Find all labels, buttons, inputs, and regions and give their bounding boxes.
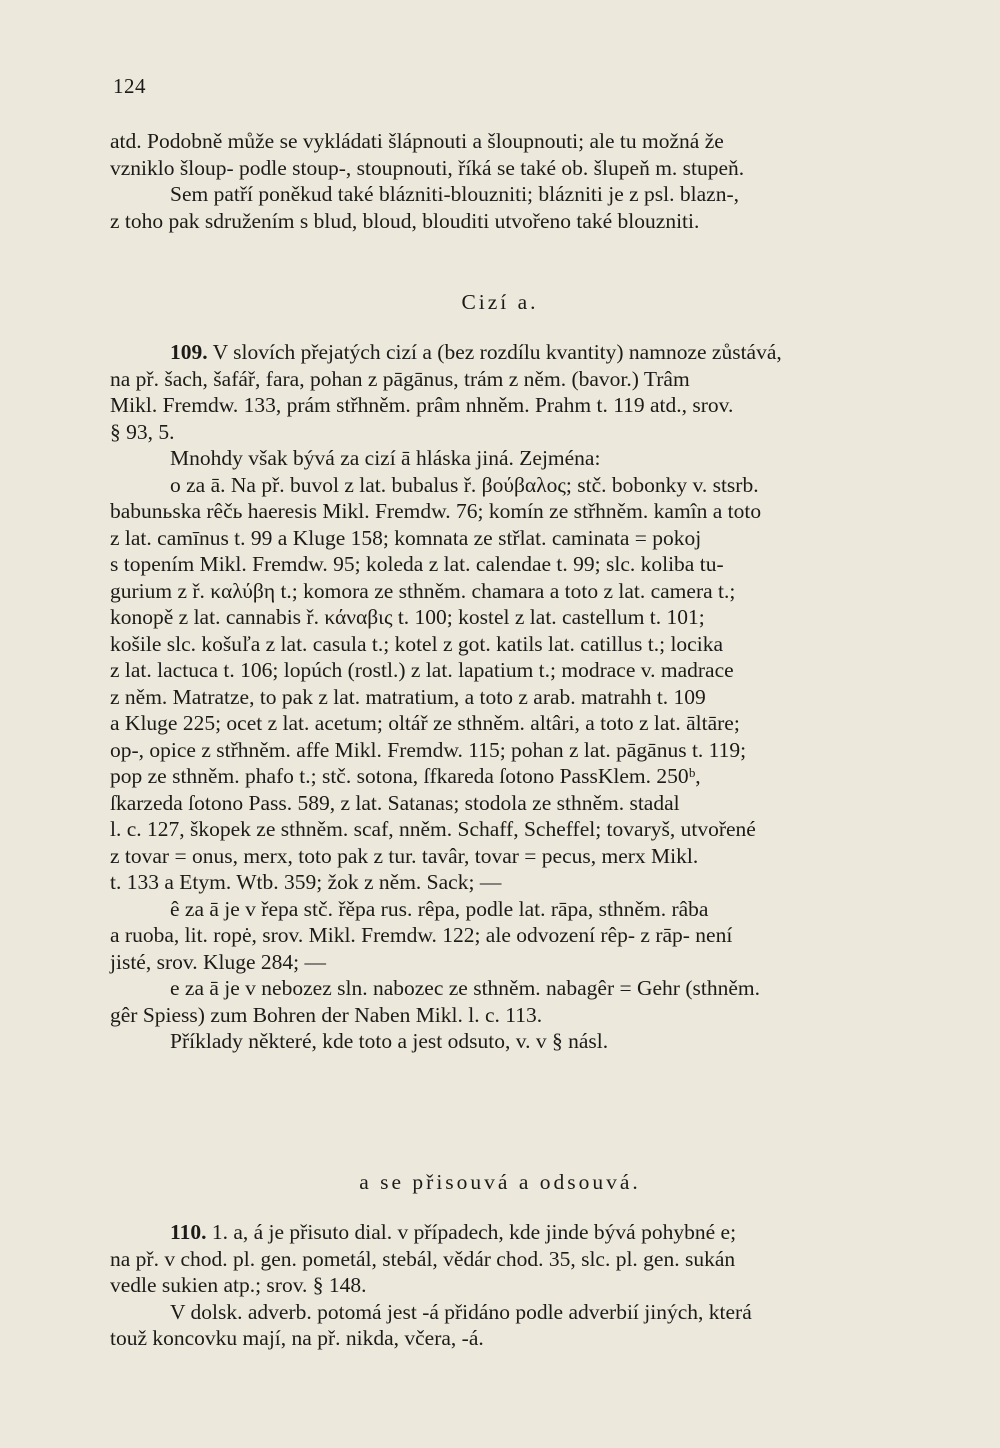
section-110 — [110, 1219, 910, 1352]
text-line: s topením Mikl. Fremdw. 95; koleda z lat. calendae t. 99; slc. koliba tu- — [110, 552, 724, 576]
text-line: Mikl. Fremdw. 133, prám střhněm. prâm nhněm. Prahm t. 119 atd., srov. — [110, 393, 734, 417]
text-line: l. c. 127, škopek ze sthněm. scaf, nněm. Schaff, Scheffel; tovaryš, utvořené — [110, 817, 756, 841]
text-line: op-, opice z střhněm. affe Mikl. Fremdw. 115; pohan z lat. pāgānus t. 119; — [110, 737, 747, 762]
text-line: na př. šach, šafář, fara, pohan z pāgānus, trám z něm. (bavor.) Trâm — [110, 366, 690, 391]
text-line: t. 133 a Etym. Wtb. 359; žok z něm. Sack; — — [110, 870, 502, 894]
text-line: gurium z ř. καλύβη t.; komora ze sthněm. chamara a toto z lat. camera t.; — [110, 578, 736, 603]
text-line: pop ze sthněm. phafo t.; stč. sotona, ſfkareda ſotono PassKlem. 250ᵇ, — [110, 764, 701, 788]
text-line: košile slc. košuľa z lat. casula t.; kotel z got. katils lat. catillus t.; locika — [110, 631, 723, 656]
text-line: a ruoba, lit. ropė, srov. Mikl. Fremdw. 122; ale odvození rêp- z rāp- není — [110, 923, 733, 947]
text-line: atd. Podobně může se vykládati šlápnouti a šloupnouti; ale tu možná že — [110, 129, 724, 153]
text-line: z lat. lactuca t. 106; lopúch (rostl.) z lat. lapatium t.; modrace v. madrace — [110, 658, 734, 682]
page-number: 124 — [113, 74, 146, 98]
text-line: o za ā. Na př. buvol z lat. bubalus ř. βούβαλος; stč. bobonky v. stsrb. — [170, 472, 759, 497]
text-line: Mnohdy však bývá za cizí ā hláska jiná. Zejména: — [170, 446, 601, 470]
text-line: z toho pak sdružením s blud, bloud, blouditi utvořeno také blouzniti. — [110, 208, 700, 233]
section-heading-a-prisouva: a se přisouvá a odsouvá. — [359, 1170, 641, 1194]
text-line: Příklady některé, kde toto a jest odsuto, v. v § násl. — [170, 1029, 609, 1053]
text-line: ê za ā je v řepa stč. řěpa rus. rêpa, podle lat. rāpa, sthněm. râba — [170, 896, 709, 921]
section-109 — [110, 339, 910, 1055]
text-line: Sem patří poněkud také blázniti-blouzniti; blázniti je z psl. blazn-, — [170, 182, 739, 206]
text-line: z něm. Matratze, to pak z lat. matratium, a toto z arab. matrahh t. 109 — [110, 684, 706, 709]
text-line: konopě z lat. cannabis ř. κάναβις t. 100; kostel z lat. castellum t. 101; — [110, 605, 705, 629]
text-line: touž koncovku mají, na př. nikda, včera, -á. — [110, 1326, 484, 1350]
text-line: jisté, srov. Kluge 284; — — [110, 949, 326, 974]
text-line: ſkarzeda ſotono Pass. 589, z lat. Satanas; stodola ze sthněm. stadal — [110, 790, 680, 815]
top-paragraph — [110, 128, 910, 234]
text-line: 1. a, á je přisuto dial. v případech, kde jinde bývá pohybné e; — [206, 1220, 737, 1244]
text-line: a Kluge 225; ocet z lat. acetum; oltář ze sthněm. altâri, a toto z lat. āltāre; — [110, 711, 740, 735]
section-heading-cizi-a: Cizí a. — [461, 290, 539, 314]
text-line: na př. v chod. pl. gen. pometál, stebál, vědár chod. 35, slc. pl. gen. sukán — [110, 1246, 736, 1271]
text-line: z tovar = onus, merx, toto pak z tur. tavâr, tovar = pecus, merx Mikl. — [110, 843, 699, 868]
text-line: babunьska rêčь haeresis Mikl. Fremdw. 76; komín ze střhněm. kamîn a toto — [110, 499, 762, 523]
text-line: V slovích přejatých cizí a (bez rozdílu kvantity) namnoze zůstává, — [207, 340, 782, 364]
text-line: e za ā je v nebozez sln. nabozec ze sthněm. nabagêr = Gehr (sthněm. — [170, 976, 760, 1000]
text-line: vedle sukien atp.; srov. § 148. — [110, 1273, 367, 1297]
text-line: gêr Spiess) zum Bohren der Naben Mikl. l. c. 113. — [110, 1002, 543, 1027]
section-number: 110. — [170, 1220, 207, 1244]
section-number: 109. — [170, 340, 208, 364]
text-line: vzniklo šloup- podle stoup-, stoupnouti, říká se také ob. šlupeň m. stupeň. — [110, 155, 745, 180]
text-line: V dolsk. adverb. potomá jest -á přidáno podle adverbií jiných, která — [170, 1299, 752, 1324]
text-line: z lat. camīnus t. 99 a Kluge 158; komnata ze střlat. caminata = pokoj — [110, 525, 702, 550]
text-line: § 93, 5. — [110, 419, 175, 444]
